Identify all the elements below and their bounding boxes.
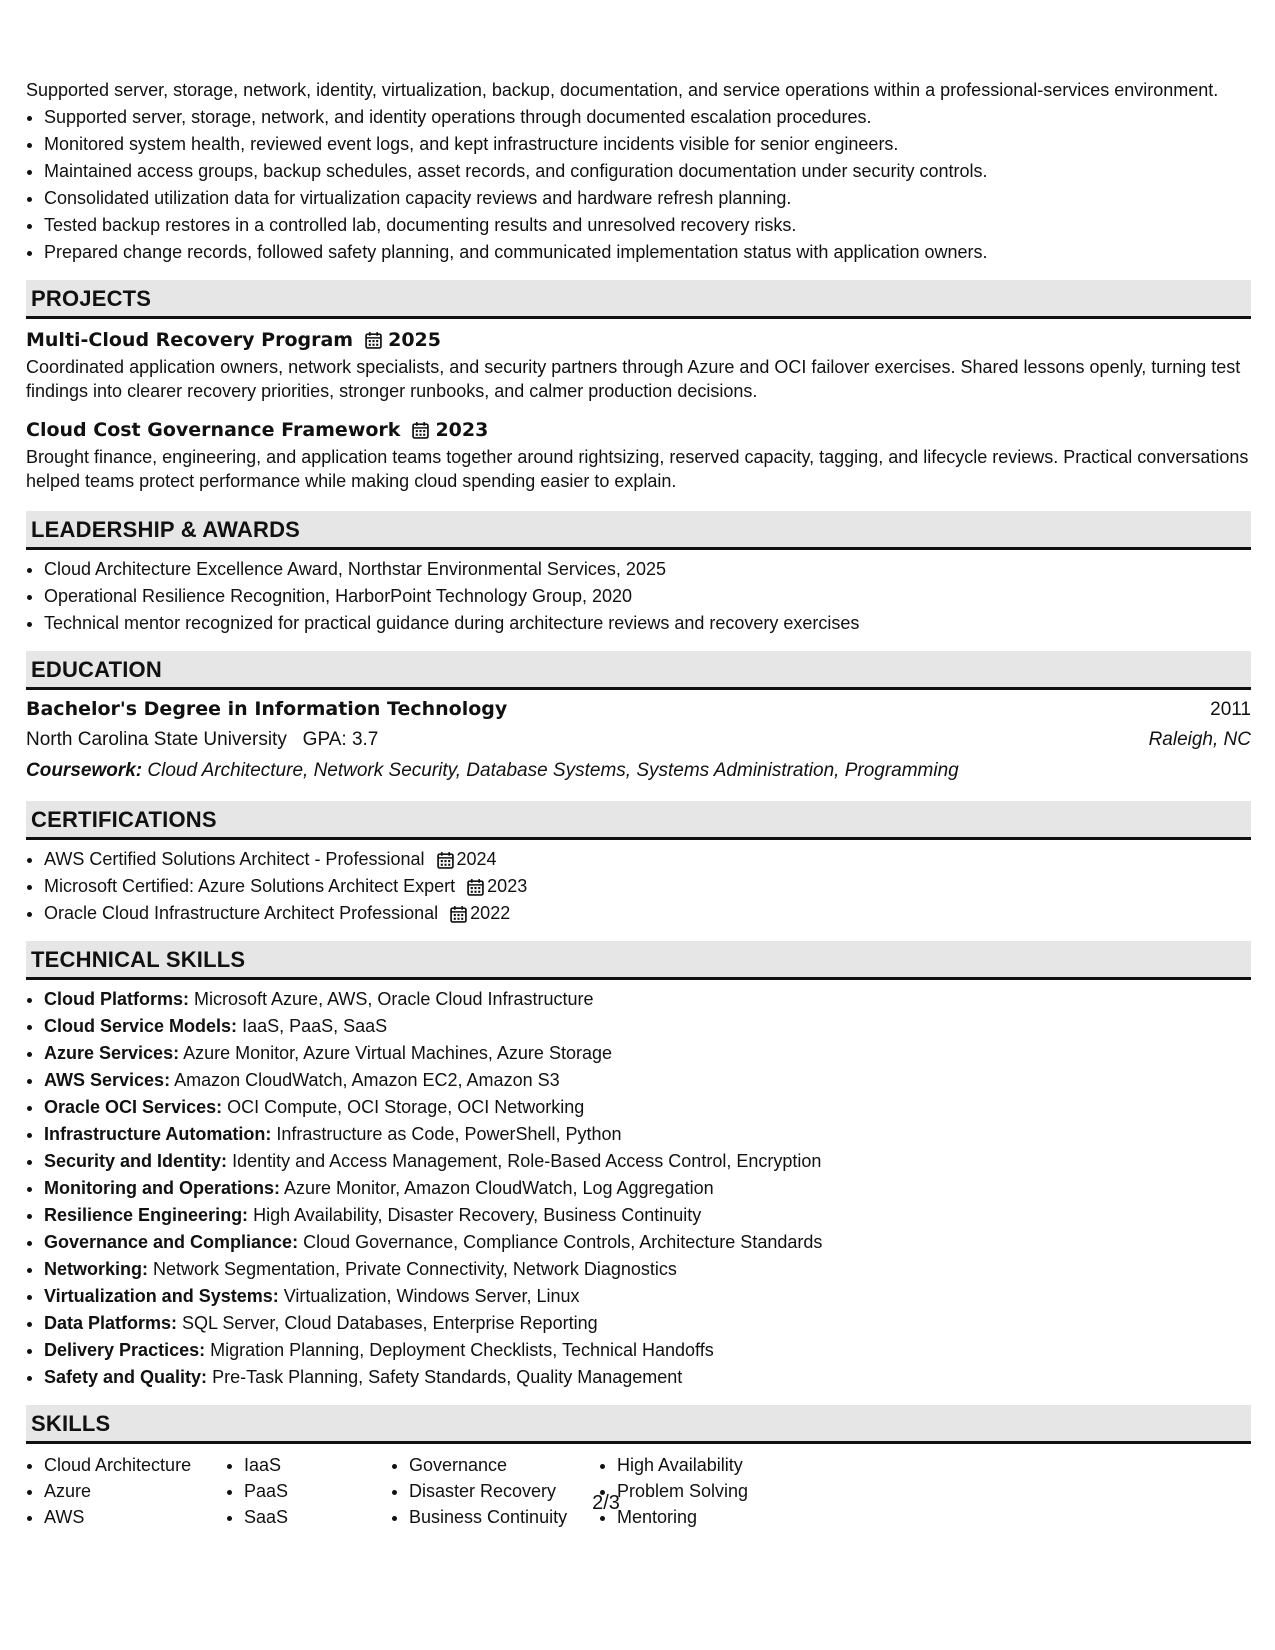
skill-item: • Mentoring: [617, 1504, 817, 1530]
technical-skill-label: Safety and Quality:: [44, 1367, 208, 1387]
technical-skill-item: [44, 1040, 1251, 1067]
project-title: Multi-Cloud Recovery Program: [26, 329, 354, 351]
technical-skill-label: Delivery Practices:: [44, 1340, 206, 1360]
project-title-row: [26, 327, 1251, 353]
technical-skill-value: Migration Planning, Deployment Checklists, Technical Handoffs: [210, 1340, 714, 1360]
technical-skill-value: Amazon CloudWatch, Amazon EC2, Amazon S3: [174, 1070, 560, 1090]
technical-skill-label: Data Platforms:: [44, 1313, 178, 1333]
technical-skill-item: [44, 1256, 1251, 1283]
certification-year: 2022: [470, 903, 511, 923]
education-coursework: [26, 755, 1251, 787]
technical-skill-value: Identity and Access Management, Role-Based Access Control, Encryption: [232, 1151, 822, 1171]
project-title: Cloud Cost Governance Framework: [26, 419, 401, 441]
certification-name: • AWS Certified Solutions Architect - Professional: [44, 849, 425, 869]
certification-name: • Oracle Cloud Infrastructure Architect Professional: [44, 903, 439, 923]
technical-skill-label: Governance and Compliance:: [44, 1232, 299, 1252]
calendar-icon: [450, 905, 467, 923]
projects-body: [26, 327, 1251, 493]
technical-skill-item: [44, 1364, 1251, 1391]
technical-skill-value: Cloud Governance, Compliance Controls, Architecture Standards: [303, 1232, 823, 1252]
technical-skill-label: Security and Identity:: [44, 1151, 228, 1171]
leadership-item: • Operational Resilience Recognition, HarborPoint Technology Group, 2020: [44, 583, 1251, 610]
certifications-list: [26, 846, 1251, 927]
leadership-list: [26, 556, 1251, 637]
certification-name: • Microsoft Certified: Azure Solutions Architect Expert: [44, 876, 456, 896]
technical-skill-label: Networking:: [44, 1259, 149, 1279]
skill-item: • Azure: [44, 1478, 226, 1504]
coursework-list: Cloud Architecture, Network Security, Database Systems, Systems Administration, Programming: [147, 760, 959, 781]
technical-skills-heading: TECHNICAL SKILLS: [26, 941, 1251, 980]
technical-skill-value: Infrastructure as Code, PowerShell, Python: [276, 1124, 622, 1144]
technical-skill-label: Oracle OCI Services:: [44, 1097, 223, 1117]
technical-skill-value: SQL Server, Cloud Databases, Enterprise Reporting: [182, 1313, 598, 1333]
skills-heading: SKILLS: [26, 1405, 1251, 1444]
technical-skill-label: Azure Services:: [44, 1043, 180, 1063]
skills-columns: [26, 1452, 1251, 1530]
education-school-line: [26, 725, 378, 755]
experience-bullet: • Consolidated utilization data for virtualization capacity reviews and hardware refresh planning.: [44, 185, 1251, 212]
skills-column: [391, 1452, 599, 1530]
certification-item: [44, 900, 1251, 927]
skills-column: [599, 1452, 817, 1530]
experience-bullet: • Maintained access groups, backup schedules, asset records, and configuration documentation under security controls.: [44, 158, 1251, 185]
certification-row: [44, 846, 1251, 873]
calendar-icon: [412, 421, 429, 439]
technical-skill-item: [44, 1283, 1251, 1310]
experience-bullet: • Prepared change records, followed safety planning, and communicated implementation status with application owners.: [44, 239, 1251, 266]
resume-page: [26, 78, 1251, 1530]
coursework-label: Coursework:: [26, 760, 143, 781]
certification-row: [44, 900, 1251, 927]
project-year: 2023: [435, 419, 489, 441]
calendar-icon: [365, 331, 382, 349]
certification-year: 2024: [456, 849, 497, 869]
technical-skill-label: Monitoring and Operations:: [44, 1178, 280, 1198]
skill-item: • High Availability: [617, 1452, 817, 1478]
technical-skills-section: [26, 941, 1251, 1391]
technical-skill-item: [44, 1013, 1251, 1040]
technical-skill-item: [44, 1202, 1251, 1229]
certification-year: 2023: [487, 876, 528, 896]
technical-skill-item: [44, 1067, 1251, 1094]
leadership-item: • Cloud Architecture Excellence Award, Northstar Environmental Services, 2025: [44, 556, 1251, 583]
education-school: North Carolina State University: [26, 729, 287, 750]
projects-section: [26, 280, 1251, 493]
technical-skill-label: Cloud Platforms:: [44, 989, 190, 1009]
technical-skill-value: IaaS, PaaS, SaaS: [242, 1016, 388, 1036]
project-year: 2025: [388, 329, 441, 351]
technical-skill-item: [44, 1121, 1251, 1148]
calendar-icon: [467, 878, 484, 896]
experience-bullets: [26, 104, 1251, 266]
skill-item: • Disaster Recovery: [409, 1478, 599, 1504]
project-description: Coordinated application owners, network specialists, and security partners through Azure and OCI failover exercises. Shared lessons openly, turning test findings into clearer recovery priorities, stronger runbooks, and calmer production decisions.: [26, 357, 1241, 401]
experience-bullet: • Tested backup restores in a controlled lab, documenting results and unresolved recovery risks.: [44, 212, 1251, 239]
education-gpa: GPA: 3.7: [302, 729, 379, 750]
leadership-heading: LEADERSHIP & AWARDS: [26, 511, 1251, 550]
technical-skill-label: Infrastructure Automation:: [44, 1124, 272, 1144]
leadership-section: [26, 511, 1251, 637]
technical-skill-value: Azure Monitor, Amazon CloudWatch, Log Aggregation: [284, 1178, 714, 1198]
education-heading: EDUCATION: [26, 651, 1251, 690]
page-number: 2/3: [592, 1492, 620, 1514]
technical-skill-label: Virtualization and Systems:: [44, 1286, 279, 1306]
technical-skill-item: [44, 1175, 1251, 1202]
certification-row: [44, 873, 1251, 900]
technical-skills-list: [26, 986, 1251, 1391]
education-section: [26, 651, 1251, 787]
technical-skill-value: Azure Monitor, Azure Virtual Machines, Azure Storage: [183, 1043, 612, 1063]
technical-skill-label: AWS Services:: [44, 1070, 171, 1090]
technical-skill-item: [44, 1337, 1251, 1364]
technical-skill-item: [44, 1094, 1251, 1121]
experience-summary: Supported server, storage, network, identity, virtualization, backup, documentation, and service operations within a professional-services environment.: [26, 80, 1219, 100]
certifications-section: [26, 801, 1251, 927]
skill-item: • SaaS: [244, 1504, 391, 1530]
project-title-row: [26, 417, 1251, 443]
experience-bullet: • Supported server, storage, network, and identity operations through documented escalation procedures.: [44, 104, 1251, 131]
technical-skill-value: Virtualization, Windows Server, Linux: [283, 1286, 580, 1306]
skill-item: • PaaS: [244, 1478, 391, 1504]
skill-item: • Governance: [409, 1452, 599, 1478]
education-school-row: [26, 725, 1251, 755]
education-year: 2011: [1210, 699, 1251, 720]
technical-skill-item: [44, 1148, 1251, 1175]
skills-column: [26, 1452, 226, 1530]
certification-item: [44, 873, 1251, 900]
certifications-heading: CERTIFICATIONS: [26, 801, 1251, 840]
leadership-item: • Technical mentor recognized for practical guidance during architecture reviews and recovery exercises: [44, 610, 1251, 637]
technical-skill-label: Resilience Engineering:: [44, 1205, 249, 1225]
skill-item: • Problem Solving: [617, 1478, 817, 1504]
education-degree: Bachelor's Degree in Information Technology: [26, 698, 508, 720]
education-body: [26, 694, 1251, 787]
technical-skill-value: High Availability, Disaster Recovery, Business Continuity: [253, 1205, 702, 1225]
education-location: Raleigh, NC: [1148, 729, 1251, 750]
project-description: Brought finance, engineering, and application teams together around rightsizing, reserved capacity, tagging, and lifecycle reviews. Practical conversations helped teams protect performance while making cloud spending easier to explain.: [26, 447, 1249, 491]
technical-skill-label: Cloud Service Models:: [44, 1016, 238, 1036]
technical-skill-value: Microsoft Azure, AWS, Oracle Cloud Infrastructure: [194, 989, 594, 1009]
technical-skill-item: [44, 986, 1251, 1013]
certification-item: [44, 846, 1251, 873]
skill-item: • IaaS: [244, 1452, 391, 1478]
skills-column: [226, 1452, 391, 1530]
skill-item: • Cloud Architecture: [44, 1452, 226, 1478]
experience-bullet: • Monitored system health, reviewed event logs, and kept infrastructure incidents visible for senior engineers.: [44, 131, 1251, 158]
calendar-icon: [437, 851, 454, 869]
skill-item: • Business Continuity: [409, 1504, 599, 1530]
technical-skill-value: Network Segmentation, Private Connectivity, Network Diagnostics: [153, 1259, 677, 1279]
technical-skill-value: Pre-Task Planning, Safety Standards, Quality Management: [212, 1367, 683, 1387]
technical-skill-item: [44, 1229, 1251, 1256]
skill-item: • AWS: [44, 1504, 226, 1530]
technical-skill-value: OCI Compute, OCI Storage, OCI Networking: [227, 1097, 585, 1117]
technical-skill-item: [44, 1310, 1251, 1337]
education-degree-row: [26, 694, 1251, 725]
projects-heading: PROJECTS: [26, 280, 1251, 319]
